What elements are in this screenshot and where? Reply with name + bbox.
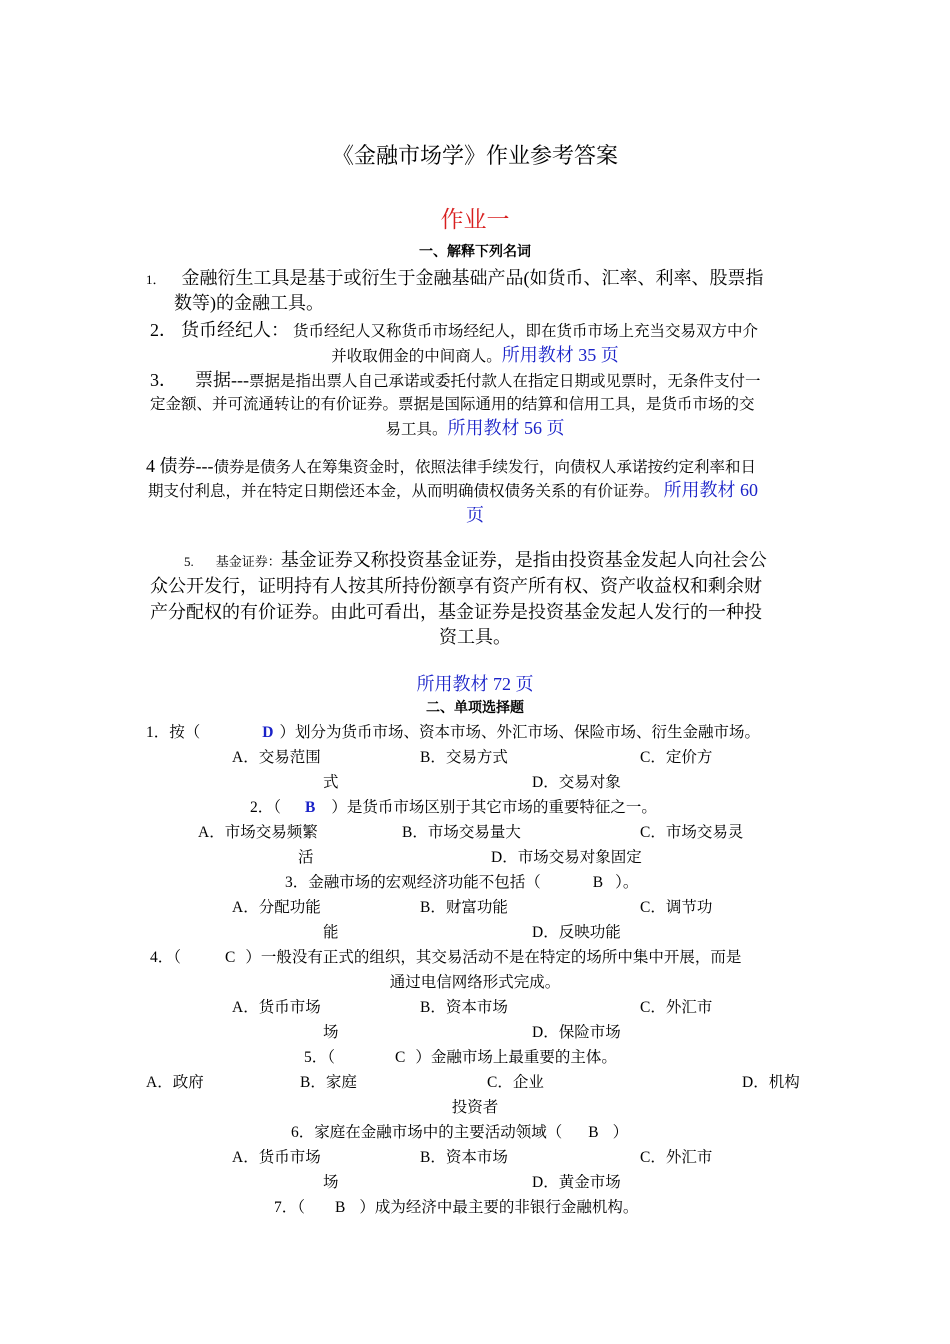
answer-letter: C [395,1049,406,1066]
item-text: 票据是指出票人自己承诺或委托付款人在指定日期或见票时，无条件支付一 [248,373,761,390]
option-c: C．市场交易灵 [640,824,744,841]
option-c: C．企业 [487,1074,544,1091]
item-text: 众公开发行，证明持有人按其所持份额享有资产所有权、资产收益权和剩余财 [150,576,762,596]
term-label: 4 债券--- [146,456,214,476]
textbook-reference: 页 [466,505,484,525]
option-c: C．调节功 [640,899,713,916]
option-d: D．机构 [742,1074,800,1091]
document-title: 《金融市场学》作业参考答案 [331,144,618,169]
answer-letter: D [262,724,274,741]
option-d: D．黄金市场 [532,1174,621,1191]
item-text: 金融衍生工具是基于或衍生于金融基础产品(如货币、汇率、利率、股票指 [181,268,764,288]
term-label: 票据--- [195,370,249,390]
option-d: D．交易对象 [532,774,621,791]
question-text: 1．按（ [146,724,201,741]
term-item-2 [150,316,758,342]
answer-letter: B [305,799,316,816]
question-text: ）划分为货币市场、资本市场、外汇市场、保险市场、衍生金融市场。 [279,724,760,741]
option-d: D．保险市场 [532,1024,621,1041]
item-text: 基金证券又称投资基金证券，是指由投资基金发起人向社会公 [280,550,767,570]
option-a: A．市场交易频繁 [198,824,318,841]
option-d: D．市场交易对象固定 [491,849,642,866]
question-6 [291,1120,628,1142]
question-2 [250,795,657,817]
question-text: 6．家庭在金融市场中的主要活动领域（ [291,1124,563,1141]
question-text: 2．（ [250,799,282,816]
section1-heading: 一、解释下列名词 [419,244,531,260]
question-text: ）一般没有正式的组织，其交易活动不是在特定的场所中集中开展，而是 [245,949,742,966]
option-c-continued: 活 [298,849,314,866]
question-1 [146,720,760,742]
option-b: B．市场交易量大 [402,824,521,841]
textbook-reference: 所用教材 35 页 [501,345,619,365]
answer-letter: B [335,1199,346,1216]
item-line [0,341,950,367]
item-text: 期支付利息，并在特定日期偿还本金，从而明确债权债务关系的有价证券。 [148,483,660,500]
option-c-continued: 场 [323,1024,339,1041]
option-c-continued: 式 [323,774,339,791]
item-text: 定金额、并可流通转让的有价证券。票据是国际通用的结算和信用工具，是货币市场的交 [150,396,755,413]
option-c: C．外汇市 [640,1149,713,1166]
option-a: A．政府 [146,1074,204,1091]
option-d: D．反映功能 [532,924,621,941]
question-text: ）是货币市场区别于其它市场的重要特征之一。 [331,799,657,816]
question-7 [274,1195,638,1217]
term-item-1 [146,264,764,290]
option-c-continued: 能 [323,924,339,941]
item-number: 5. [184,554,194,569]
option-a: A．货币市场 [232,1149,321,1166]
question-text: ）成为经济中最主要的非银行金融机构。 [359,1199,639,1216]
item-text: 并收取佣金的中间商人。 [331,348,502,365]
option-a: A．交易范围 [232,749,321,766]
question-text: 3．金融市场的宏观经济功能不包括（ [285,874,541,891]
option-a: A．分配功能 [232,899,321,916]
item-text: 数等)的金融工具。 [174,293,324,313]
textbook-reference: 所用教材 56 页 [447,418,565,438]
item-number: 2． [150,320,177,340]
question-text: ）。 [615,874,639,891]
item-text: 资工具。 [439,627,511,647]
question-text: 4．（ [150,949,182,966]
item-line [0,414,950,440]
option-c: C．外汇市 [640,999,713,1016]
option-b: B．家庭 [300,1074,357,1091]
option-d-continued: 投资者 [451,1099,499,1116]
item-number: 1． [146,272,166,287]
option-c-continued: 场 [323,1174,339,1191]
answer-letter: B [588,1124,599,1141]
answer-letter: C [225,949,236,966]
item-text: 债券是债务人在筹集资金时，依照法律手续发行，向债权人承诺按约定利率和日 [213,459,756,476]
term-item-4 [146,452,756,478]
option-b: B．资本市场 [420,1149,508,1166]
assignment-title: 作业一 [440,207,510,233]
textbook-reference: 所用教材 72 页 [416,674,534,694]
option-a: A．货币市场 [232,999,321,1016]
question-5 [304,1045,617,1067]
term-item-5 [184,546,767,572]
question-text: 5．（ [304,1049,336,1066]
question-text: ） [612,1124,629,1141]
answer-letter: B [592,874,604,891]
item-text: 产分配权的有价证券。由此可看出，基金证券是投资基金发起人发行的一种投 [150,602,762,622]
item-text: 易工具。 [385,421,448,438]
question-text: ）金融市场上最重要的主体。 [415,1049,617,1066]
option-b: B．交易方式 [420,749,508,766]
question-4 [150,945,741,967]
term-label: 基金证券： [215,554,281,569]
question-3 [285,870,638,892]
option-c: C．定价方 [640,749,713,766]
item-text: 货币经纪人又称货币市场经纪人，即在货币市场上充当交易双方中介 [293,323,759,340]
item-line [148,476,758,502]
textbook-reference: 所用教材 60 [663,480,759,500]
option-b: B．资本市场 [420,999,508,1016]
question-text: 通过电信网络形式完成。 [389,974,561,991]
term-item-3 [150,366,761,392]
option-b: B．财富功能 [420,899,508,916]
section2-heading: 二、单项选择题 [426,700,524,716]
term-label: 货币经纪人： [181,320,289,340]
question-text: 7．（ [274,1199,306,1216]
item-number: 3． [150,370,177,390]
